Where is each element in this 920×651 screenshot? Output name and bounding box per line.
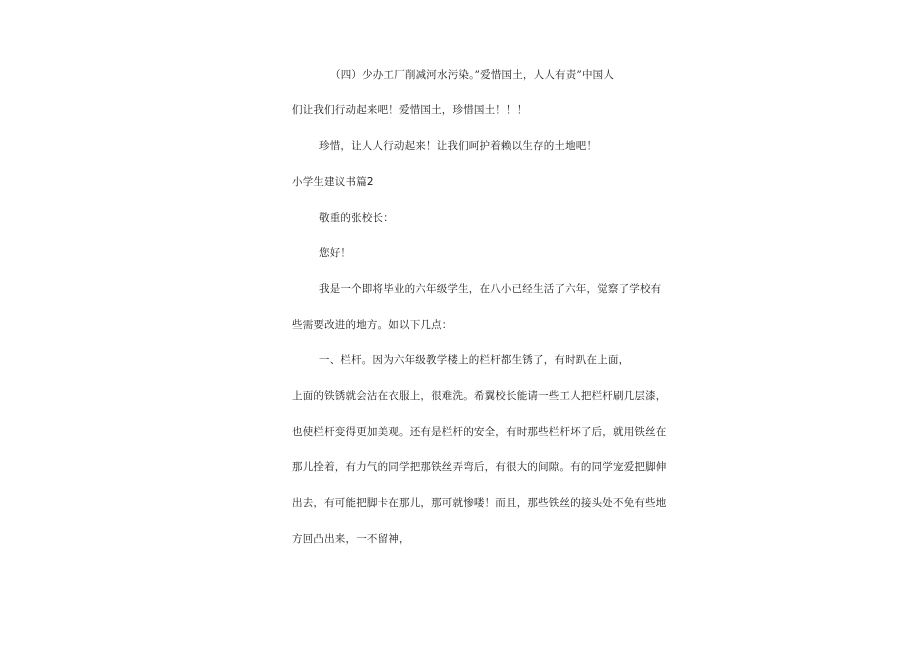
paragraph-line-12: 那儿拴着，有力气的同学把那铁丝弄弯后，有很大的间隙。有的同学宠爱把脚伸 <box>292 461 667 473</box>
paragraph-line-13: 出去，有可能把脚卡在那儿，那可就惨喽！而且，那些铁丝的接头处不免有些地 <box>292 497 667 509</box>
paragraph-line-11: 也使栏杆变得更加美观。还有是栏杆的安全，有时那些栏杆坏了后，就用铁丝在 <box>292 426 667 438</box>
paragraph-line-14: 方回凸出来，一不留神， <box>292 533 410 545</box>
salutation: 敬重的张校长： <box>319 212 394 224</box>
paragraph-line-10: 上面的铁锈就会沾在衣服上，很难洗。希翼校长能请一些工人把栏杆刷几层漆， <box>292 390 667 402</box>
section-heading: 小学生建议书篇2 <box>292 176 374 188</box>
paragraph-line-2: 们让我们行动起来吧！爱惜国土，珍惜国土！！！ <box>292 104 528 116</box>
paragraph-line-9: 一、栏杆。因为六年级教学楼上的栏杆都生锈了，有时趴在上面， <box>319 354 630 366</box>
paragraph-line-1: （四）少办工厂削减河水污染。”爱惜国土，人人有责”中国人 <box>330 69 615 81</box>
greeting: 您好！ <box>319 247 352 259</box>
paragraph-line-7: 我是一个即将毕业的六年级学生，在八小已经生活了六年，觉察了学校有 <box>319 283 662 295</box>
paragraph-line-8: 些需要改进的地方。如以下几点： <box>292 319 453 331</box>
paragraph-line-3: 珍惜，让人人行动起来！让我们呵护着赖以生存的土地吧！ <box>319 140 598 152</box>
